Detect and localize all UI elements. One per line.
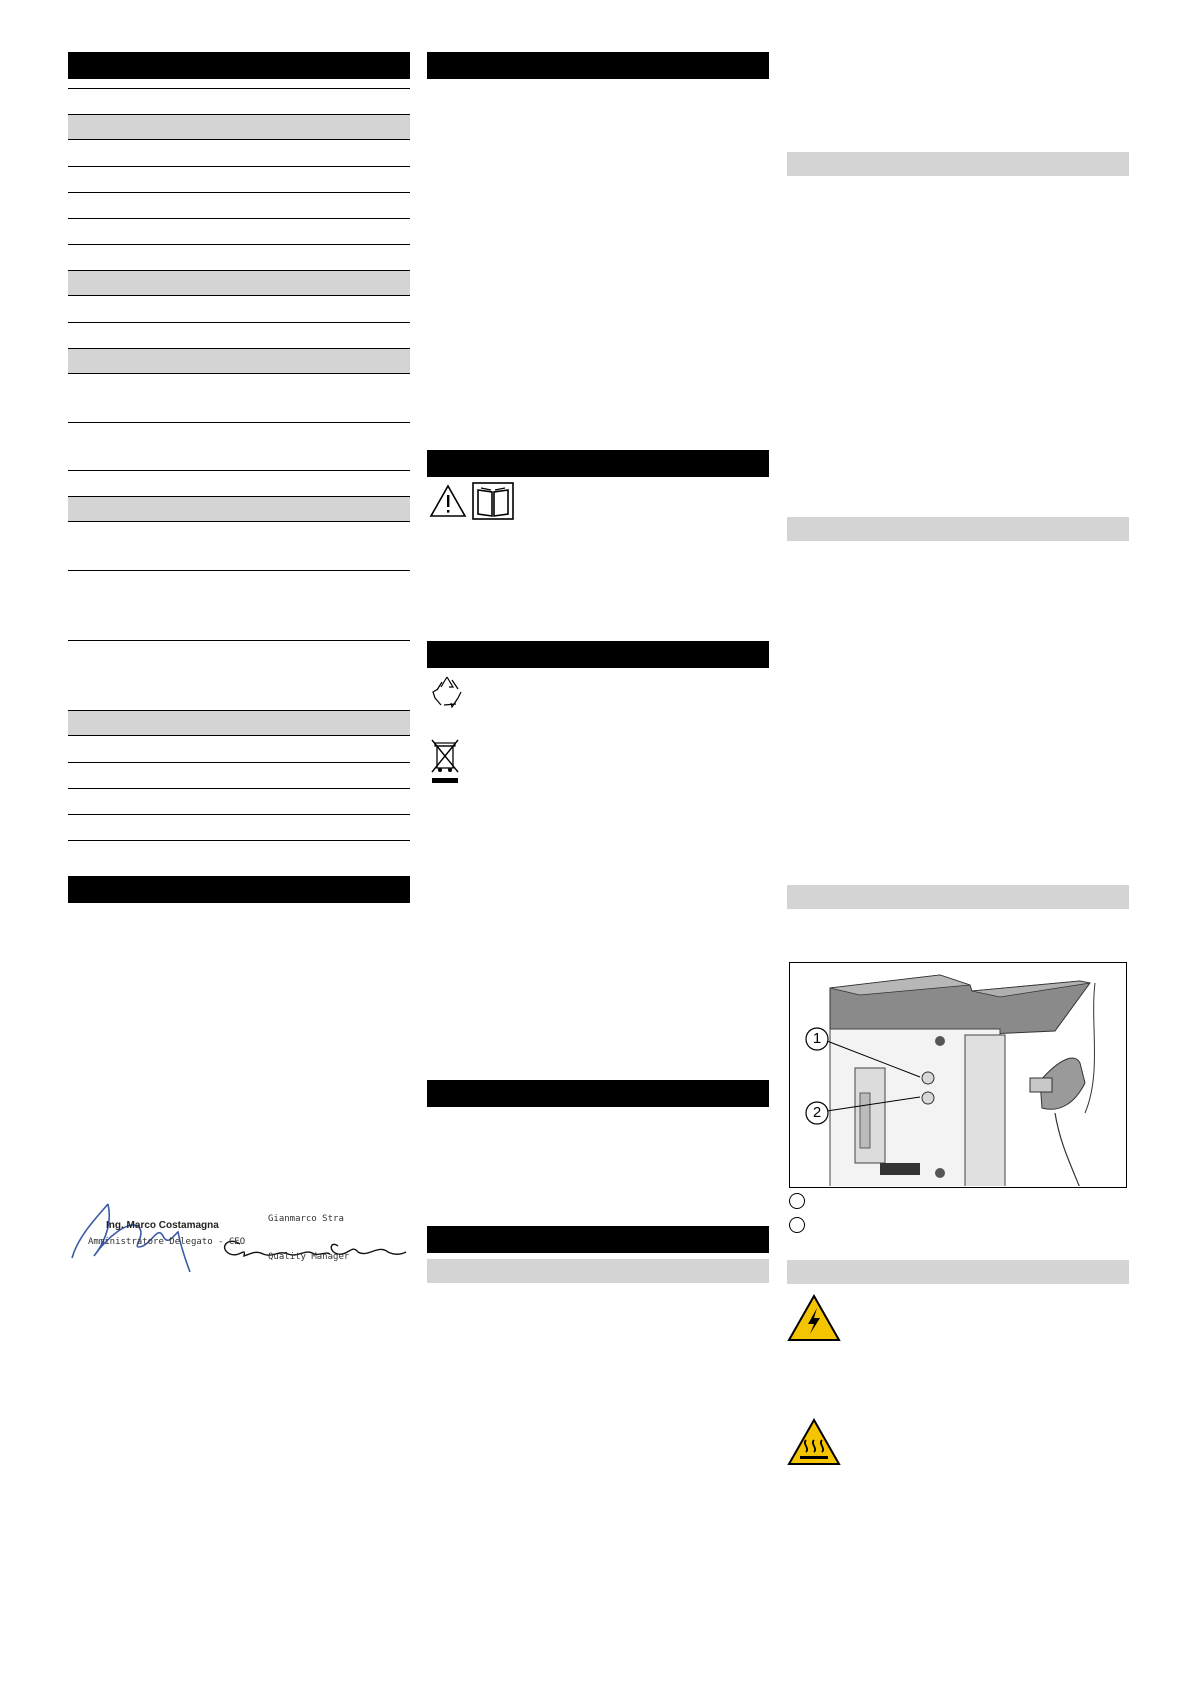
table-divider xyxy=(68,788,410,789)
table-divider xyxy=(68,710,410,711)
section-header-bar xyxy=(427,641,769,668)
table-group-header xyxy=(68,114,410,140)
subsection-header-bar xyxy=(427,1259,769,1283)
subsection-header-bar xyxy=(787,1260,1129,1284)
signatory-name-ceo: Ing. Marco Costamagna xyxy=(106,1220,219,1231)
section-header-bar xyxy=(68,52,410,79)
section-header-bar xyxy=(427,1080,769,1107)
table-divider xyxy=(68,840,410,841)
table-group-header xyxy=(68,710,410,736)
signatory-role-ceo: Amministratore Delegato - CEO xyxy=(88,1237,246,1247)
warning-triangle-icon xyxy=(429,484,467,518)
table-divider xyxy=(68,640,410,641)
table-divider xyxy=(68,114,410,115)
section-header-bar xyxy=(68,876,410,903)
read-manual-book-icon xyxy=(472,482,514,520)
subsection-header-bar xyxy=(787,885,1129,909)
table-divider xyxy=(68,270,410,271)
table-divider xyxy=(68,218,410,219)
section-header-bar xyxy=(427,450,769,477)
subsection-header-bar xyxy=(787,517,1129,541)
figure-callout-2: 2 xyxy=(812,1104,822,1121)
hot-surface-warning-icon xyxy=(787,1418,841,1466)
table-divider xyxy=(68,192,410,193)
crossed-out-wheelie-bin-icon xyxy=(430,738,460,784)
table-divider xyxy=(68,422,410,423)
table-divider xyxy=(68,88,410,89)
table-divider xyxy=(68,570,410,571)
table-divider xyxy=(68,244,410,245)
section-header-bar xyxy=(427,1226,769,1253)
recycle-icon xyxy=(430,674,464,708)
table-group-header xyxy=(68,348,410,374)
table-divider xyxy=(68,470,410,471)
table-divider xyxy=(68,496,410,497)
table-divider xyxy=(68,322,410,323)
legend-marker-2 xyxy=(789,1217,805,1233)
subsection-header-bar xyxy=(787,152,1129,176)
electric-shock-warning-icon xyxy=(787,1294,841,1342)
table-divider xyxy=(68,762,410,763)
legend-marker-1 xyxy=(789,1193,805,1209)
device-panel-drawing xyxy=(790,963,1125,1186)
table-divider xyxy=(68,814,410,815)
device-illustration xyxy=(789,962,1127,1188)
table-divider xyxy=(68,166,410,167)
table-divider xyxy=(68,348,410,349)
section-header-bar xyxy=(427,52,769,79)
table-group-header xyxy=(68,496,410,522)
signature-block xyxy=(68,1196,410,1276)
signatory-role-quality: Quality Manager xyxy=(268,1252,350,1262)
figure-callout-1: 1 xyxy=(812,1030,822,1047)
handwritten-signatures xyxy=(68,1196,410,1276)
table-group-header xyxy=(68,270,410,296)
signatory-name-quality: Gianmarco Stra xyxy=(268,1214,344,1224)
